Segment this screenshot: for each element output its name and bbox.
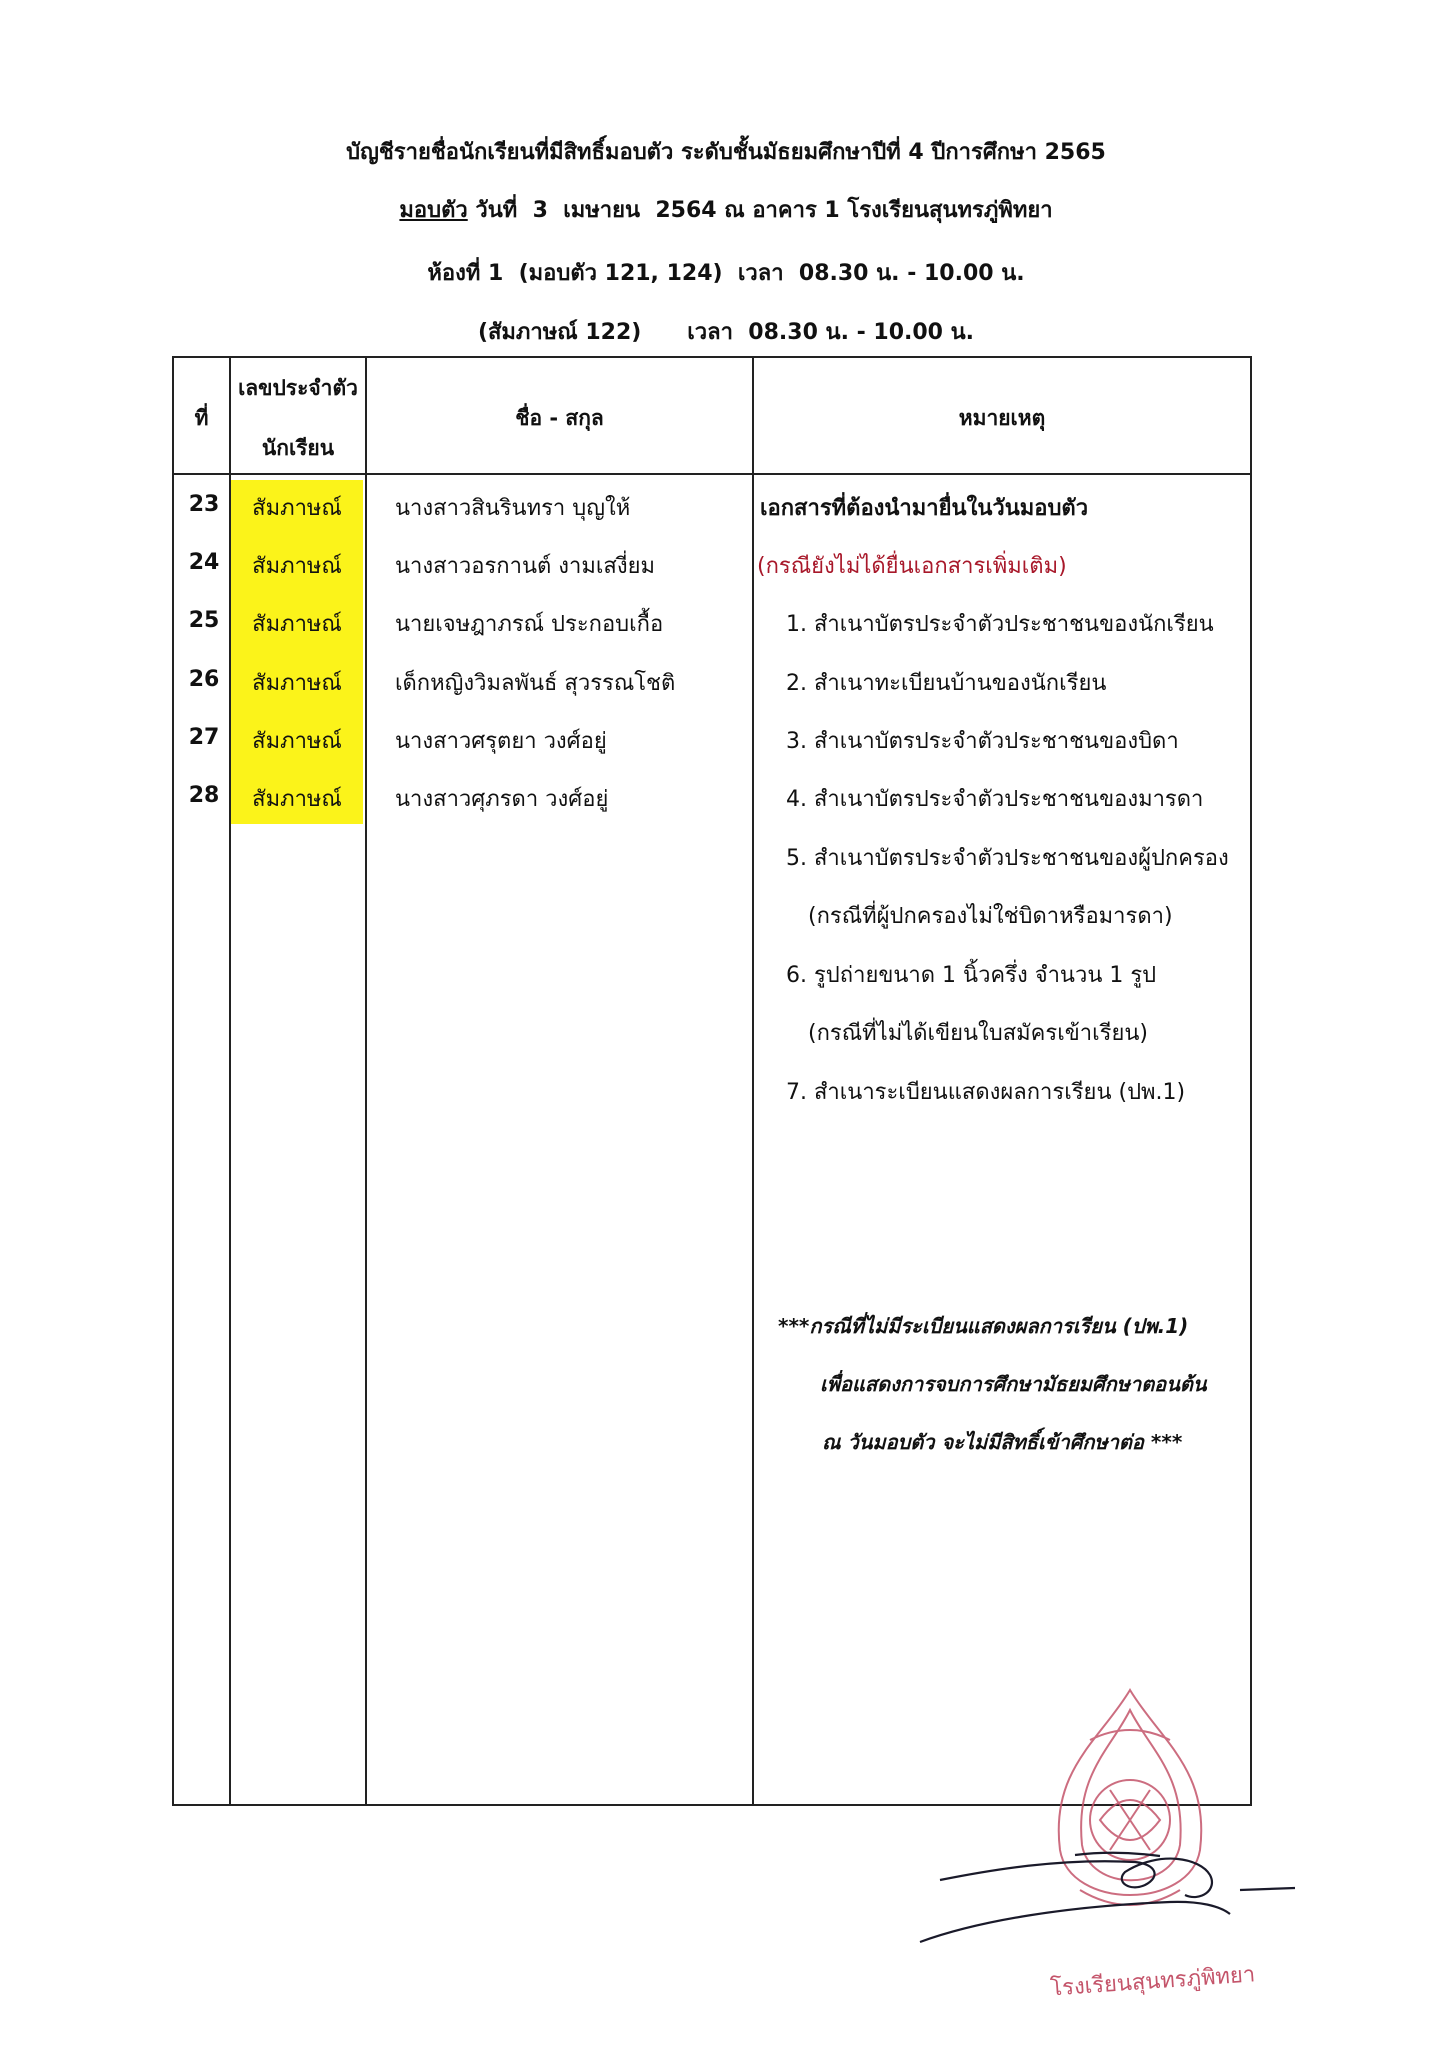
document-item: 4. สำเนาบัตรประจำตัวประชาชนของมารดา — [786, 787, 1204, 812]
warning-note-line: ณ วันมอบตัว จะไม่มีสิทธิ์เข้าศึกษาต่อ *** — [822, 1430, 1183, 1454]
student-name: นางสาวศรุตยา วงศ์อยู่ — [395, 729, 607, 754]
warning-note-line: ***กรณีที่ไม่มีระเบียนแสดงผลการเรียน (ปพ.1) — [778, 1314, 1189, 1338]
row-number: 23 — [188, 492, 220, 517]
column-divider — [365, 356, 367, 1806]
table-left-border — [172, 356, 174, 1806]
room-time-line: ห้องที่ 1 (มอบตัว 121, 124) เวลา 08.30 น. - 10.00 น. — [427, 261, 1025, 286]
column-header-no: ที่ — [194, 406, 209, 430]
document-item: 6. รูปถ่ายขนาด 1 นิ้วครึ่ง จำนวน 1 รูป — [786, 963, 1157, 988]
document-item-note: (กรณีที่ผู้ปกครองไม่ใช่บิดาหรือมารดา) — [808, 904, 1173, 929]
student-name: นางสาวอรกานต์ งามเสงี่ยม — [395, 554, 655, 579]
row-number: 27 — [188, 725, 220, 750]
seal-caption: โรงเรียนสุนทรภู่พิทยา — [1049, 1962, 1256, 2002]
row-number: 25 — [188, 608, 220, 633]
notes-title: เอกสารที่ต้องนำมายื่นในวันมอบตัว — [760, 496, 1089, 521]
column-header-note: หมายเหตุ — [958, 406, 1046, 430]
date-location-line — [0, 192, 1452, 227]
document-item: 2. สำเนาทะเบียนบ้านของนักเรียน — [786, 671, 1107, 696]
document-item: 1. สำเนาบัตรประจำตัวประชาชนของนักเรียน — [786, 612, 1214, 637]
row-number: 26 — [188, 667, 220, 692]
column-header-name: ชื่อ - สกุล — [515, 406, 604, 430]
document-item: 7. สำเนาระเบียนแสดงผลการเรียน (ปพ.1) — [786, 1080, 1186, 1105]
warning-note-line: เพื่อแสดงการจบการศึกษามัธยมศึกษาตอนต้น — [820, 1372, 1207, 1396]
row-number: 24 — [188, 550, 220, 575]
date-location-text: วันที่ 3 เมษายน 2564 ณ อาคาร 1 โรงเรียนสุนทรภู่พิทยา — [467, 198, 1053, 223]
table-top-border — [172, 356, 1252, 358]
notes-subtitle: (กรณียังไม่ได้ยื่นเอกสารเพิ่มเติม) — [757, 554, 1067, 579]
row-number: 28 — [188, 783, 220, 808]
school-seal-icon — [1059, 1690, 1202, 1905]
table-right-border — [1250, 356, 1252, 1806]
document-title: บัญชีรายชื่อนักเรียนที่มีสิทธิ์มอบตัว ระดับชั้นมัธยมศึกษาปีที่ 4 ปีการศึกษา 2565 — [346, 140, 1106, 165]
column-divider — [752, 356, 754, 1806]
school-seal-signature — [900, 1680, 1300, 2010]
student-name: นางสาวศุภรดา วงศ์อยู่ — [395, 787, 609, 812]
interview-highlight — [231, 480, 363, 824]
column-header-id-line1: เลขประจำตัว — [238, 376, 358, 400]
student-name: เด็กหญิงวิมลพันธ์ สุวรรณโชติ — [395, 671, 676, 696]
student-id: สัมภาษณ์ — [252, 787, 342, 812]
student-id: สัมภาษณ์ — [252, 612, 342, 637]
interview-time-line: (สัมภาษณ์ 122) เวลา 08.30 น. - 10.00 น. — [477, 320, 975, 345]
column-header-id-line2: นักเรียน — [261, 436, 335, 460]
document-item-note: (กรณีที่ไม่ได้เขียนใบสมัครเข้าเรียน) — [808, 1021, 1148, 1046]
student-id: สัมภาษณ์ — [252, 671, 342, 696]
student-id: สัมภาษณ์ — [252, 729, 342, 754]
report-label: มอบตัว — [399, 198, 468, 223]
document-item: 5. สำเนาบัตรประจำตัวประชาชนของผู้ปกครอง — [786, 846, 1229, 871]
student-name: นางสาวสินรินทรา บุญให้ — [395, 496, 631, 521]
document-item: 3. สำเนาบัตรประจำตัวประชาชนของบิดา — [786, 729, 1179, 754]
student-name: นายเจษฎาภรณ์ ประกอบเกื้อ — [395, 612, 664, 637]
header-divider — [172, 473, 1252, 475]
signature — [920, 1853, 1295, 1942]
student-id: สัมภาษณ์ — [252, 496, 342, 521]
student-id: สัมภาษณ์ — [252, 554, 342, 579]
